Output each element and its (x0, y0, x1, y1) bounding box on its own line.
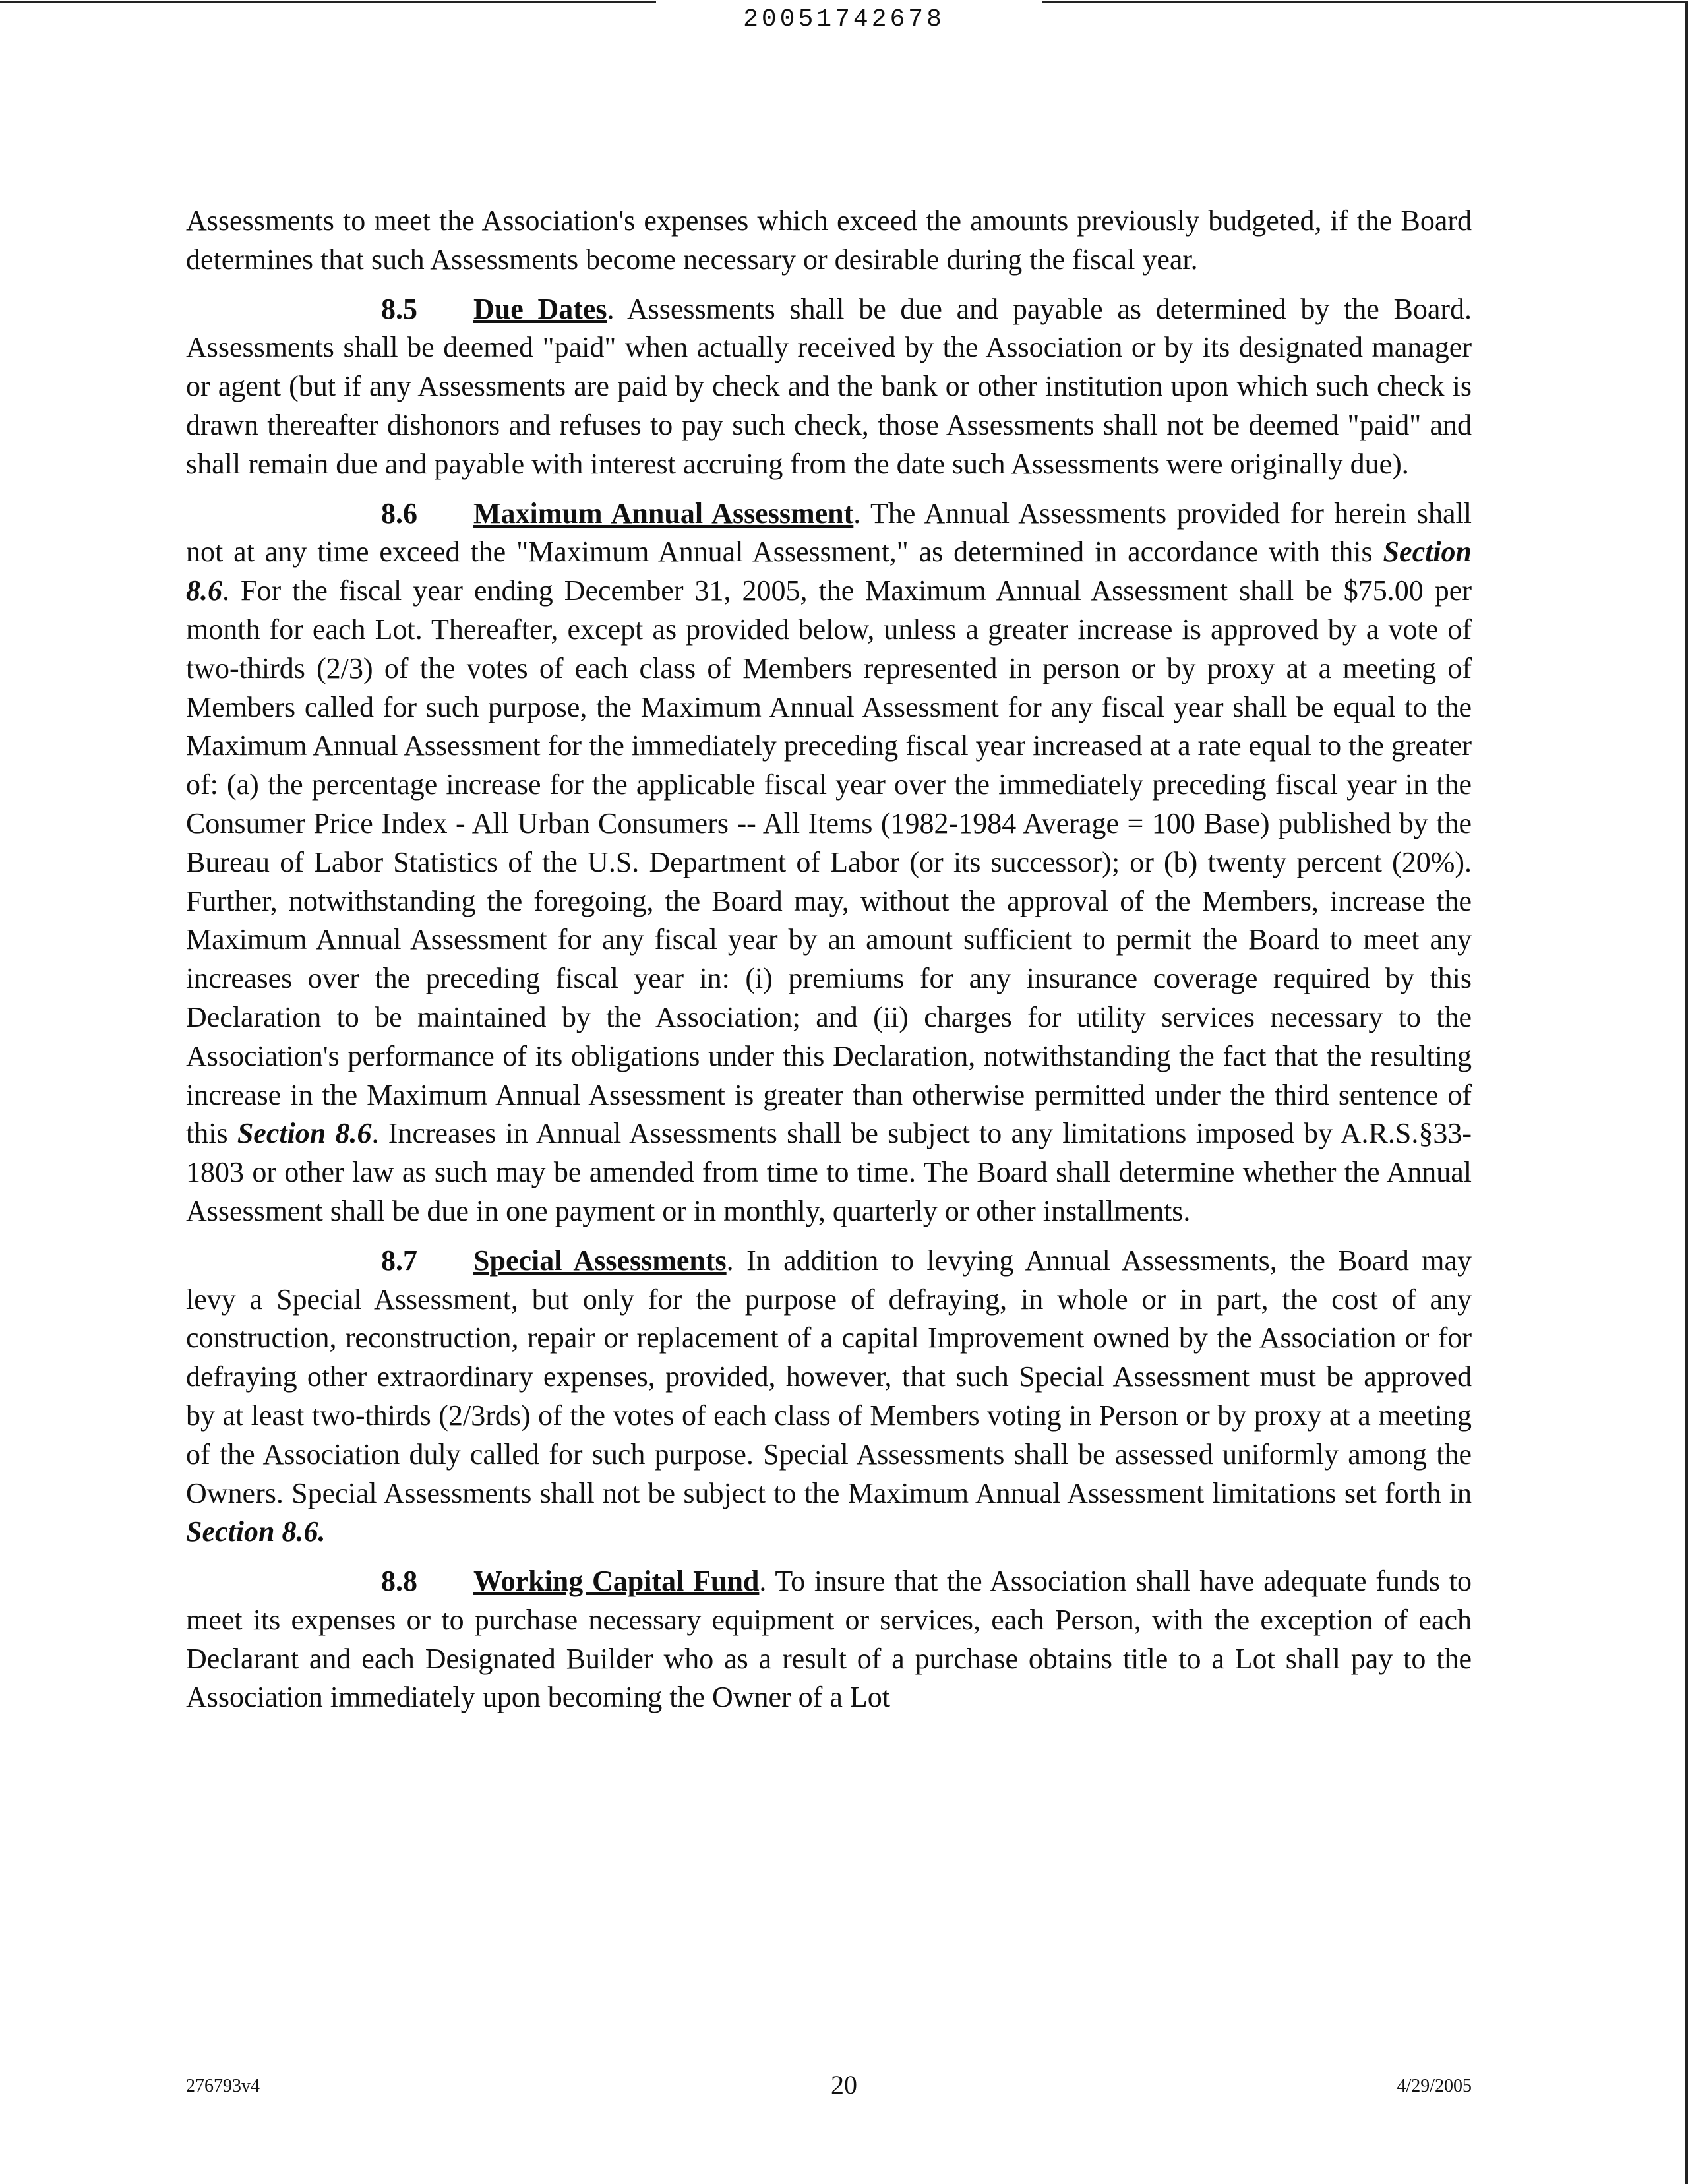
footer-doc-id: 276793v4 (186, 2076, 260, 2096)
section-text: . For the fiscal year ending December 31, 2005, the Maximum Annual Assessment shall be $75.00 per month for each Lot. Thereafter, except as provided below, unless a greater increase is approved by a vote of two-thirds (2/3) of the votes of each class of Members represented in person or by proxy at a meeting of Members called for such purpose, the Maximum Annual Assessment for any fiscal year shall be equal to the Maximum Annual Assessment for the immediately preceding fiscal year increased at a rate equal to the greater of: (a) the percentage increase for the applicable fiscal year over the immediately preceding fiscal year in the Consumer Price Index - All Urban Consumers -- All Items (1982-1984 Average = 100 Base) published by the Bureau of Labor Statistics of the U.S. Department of Labor (or its successor); or (b) twenty percent (20%). Further, notwithstanding the foregoing, the Board may, without the approval of the Members, increase the Maximum Annual Assessment for any fiscal year by an amount sufficient to permit the Board to meet any increases over the preceding fiscal year in: (i) premiums for any insurance coverage required by this Declaration to be maintained by the Association; and (ii) charges for utility services necessary to the Association's performance of its obligations under this Declaration, notwithstanding the fact that the resulting increase in the Maximum Annual Assessment is greater than otherwise permitted under the third sentence of this (186, 574, 1472, 1150)
footer-date: 4/29/2005 (1397, 2076, 1472, 2096)
section-8-6: 8.6 Maximum Annual Assessment. The Annual Assessments provided for herein shall not at any time exceed the "Maximum Annual Assessment," as determined in accordance with this Section 8.6. For the fiscal year ending December 31, 2005, the Maximum Annual Assessment shall be $75.00 per month for each Lot. Thereafter, except as provided below, unless a greater increase is approved by a vote of two-thirds (2/3) of the votes of each class of Members represented in person or by proxy at a meeting of Members called for such purpose, the Maximum Annual Assessment for any fiscal year shall be equal to the Maximum Annual Assessment for the immediately preceding fiscal year increased at a rate equal to the greater of: (a) the percentage increase for the applicable fiscal year over the immediately preceding fiscal year in the Consumer Price Index - All Urban Consumers -- All Items (1982-1984 Average = 100 Base) published by the Bureau of Labor Statistics of the U.S. Department of Labor (or its successor); or (b) twenty percent (20%). Further, notwithstanding the foregoing, the Board may, without the approval of the Members, increase the Maximum Annual Assessment for any fiscal year by an amount sufficient to permit the Board to meet any increases over the preceding fiscal year in: (i) premiums for any insurance coverage required by this Declaration to be maintained by the Association; and (ii) charges for utility services necessary to the Association's performance of its obligations under this Declaration, notwithstanding the fact that the resulting increase in the Maximum Annual Assessment is greater than otherwise permitted under the third sentence of this Section 8.6. Increases in Annual Assessments shall be subject to any limitations imposed by A.R.S.§33-1803 or other law as such may be amended from time to time. The Board shall determine whether the Annual Assessment shall be due in one payment or in monthly, quarterly or other installments. (186, 495, 1472, 1231)
section-number: 8.8 (381, 1565, 417, 1598)
right-page-border (1685, 1, 1688, 2184)
section-heading: Special Assessments (473, 1244, 727, 1277)
section-text: To insure that the Association shall have adequate funds to meet its expenses or to purchase necessary equipment or services, each Person, with the exception of each Declarant and each Designated Builder who as a result of a purchase obtains title to a Lot shall pay to the Association immediately upon becoming the Owner of a Lot (186, 1565, 1472, 1714)
section-8-5: 8.5 Due Dates. Assessments shall be due and payable as determined by the Board. Assessments shall be deemed "paid" when actually received by the Association or by its designated manager or agent (but if any Assessments are paid by check and the bank or other institution upon which such check is drawn thereafter dishonors and refuses to pay such check, those Assessments shall not be deemed "paid" and shall remain due and payable with interest accruing from the date such Assessments were originally due). (186, 290, 1472, 484)
section-reference: Section 8.6 (186, 535, 1472, 607)
section-8-8: 8.8 Working Capital Fund. To insure that the Association shall have adequate funds to meet its expenses or to purchase necessary equipment or services, each Person, with the exception of each Declarant and each Designated Builder who as a result of a purchase obtains title to a Lot shall pay to the Association immediately upon becoming the Owner of a Lot (186, 1562, 1472, 1717)
section-reference: Section 8.6 (237, 1117, 372, 1150)
page-number: 20 (831, 2070, 857, 2100)
document-body (186, 202, 1472, 1728)
intro-paragraph: Assessments to meet the Association's expenses which exceed the amounts previously budgeted, if the Board determines that such Assessments become necessary or desirable during the fiscal year. (186, 204, 1472, 276)
section-8-7: 8.7 Special Assessments. In addition to levying Annual Assessments, the Board may levy a Special Assessment, but only for the purpose of defraying, in whole or in part, the cost of any construction, reconstruction, repair or replacement of a capital Improvement owned by the Association or for defraying other extraordinary expenses, provided, however, that such Special Assessment must be approved by at least two-thirds (2/3rds) of the votes of each class of Members voting in Person or by proxy at a meeting of the Association duly called for such purpose. Special Assessments shall be assessed uniformly among the Owners. Special Assessments shall not be subject to the Maximum Annual Assessment limitations set forth in Section 8.6. (186, 1242, 1472, 1552)
section-text: Assessments shall be due and payable as determined by the Board. Assessments shall be deemed "paid" when actually received by the Association or by its designated manager or agent (but if any Assessments are paid by check and the bank or other institution upon which such check is drawn thereafter dishonors and refuses to pay such check, those Assessments shall not be deemed "paid" and shall remain due and payable with interest accruing from the date such Assessments were originally due). (186, 292, 1472, 480)
section-text: . Increases in Annual Assessments shall be subject to any limitations imposed by A.R.S.§33-1803 or other law as such may be amended from time to time. The Board shall determine whether the Annual Assessment shall be due in one payment or in monthly, quarterly or other installments. (186, 1117, 1472, 1227)
section-text: In addition to levying Annual Assessments, the Board may levy a Special Assessment, but only for the purpose of defraying, in whole or in part, the cost of any construction, reconstruction, repair or replacement of a capital Improvement owned by the Association or for defraying other extraordinary expenses, provided, however, that such Special Assessment must be approved by at least two-thirds (2/3rds) of the votes of each class of Members voting in Person or by proxy at a meeting of the Association duly called for such purpose. Special Assessments shall be assessed uniformly among the Owners. Special Assessments shall not be subject to the Maximum Annual Assessment limitations set forth in (186, 1244, 1472, 1509)
section-number: 8.5 (381, 292, 417, 325)
section-number: 8.7 (381, 1244, 417, 1277)
section-heading: Working Capital Fund (473, 1565, 760, 1598)
section-heading: Maximum Annual Assessment (473, 497, 854, 530)
section-reference: Section 8.6. (186, 1515, 326, 1548)
section-heading: Due Dates (473, 292, 607, 325)
section-text: The Annual Assessments provided for herein shall not at any time exceed the "Maximum Annual Assessment," as determined in accordance with this (186, 497, 1472, 568)
recording-number: 20051742678 (743, 5, 945, 34)
section-number: 8.6 (381, 497, 417, 530)
